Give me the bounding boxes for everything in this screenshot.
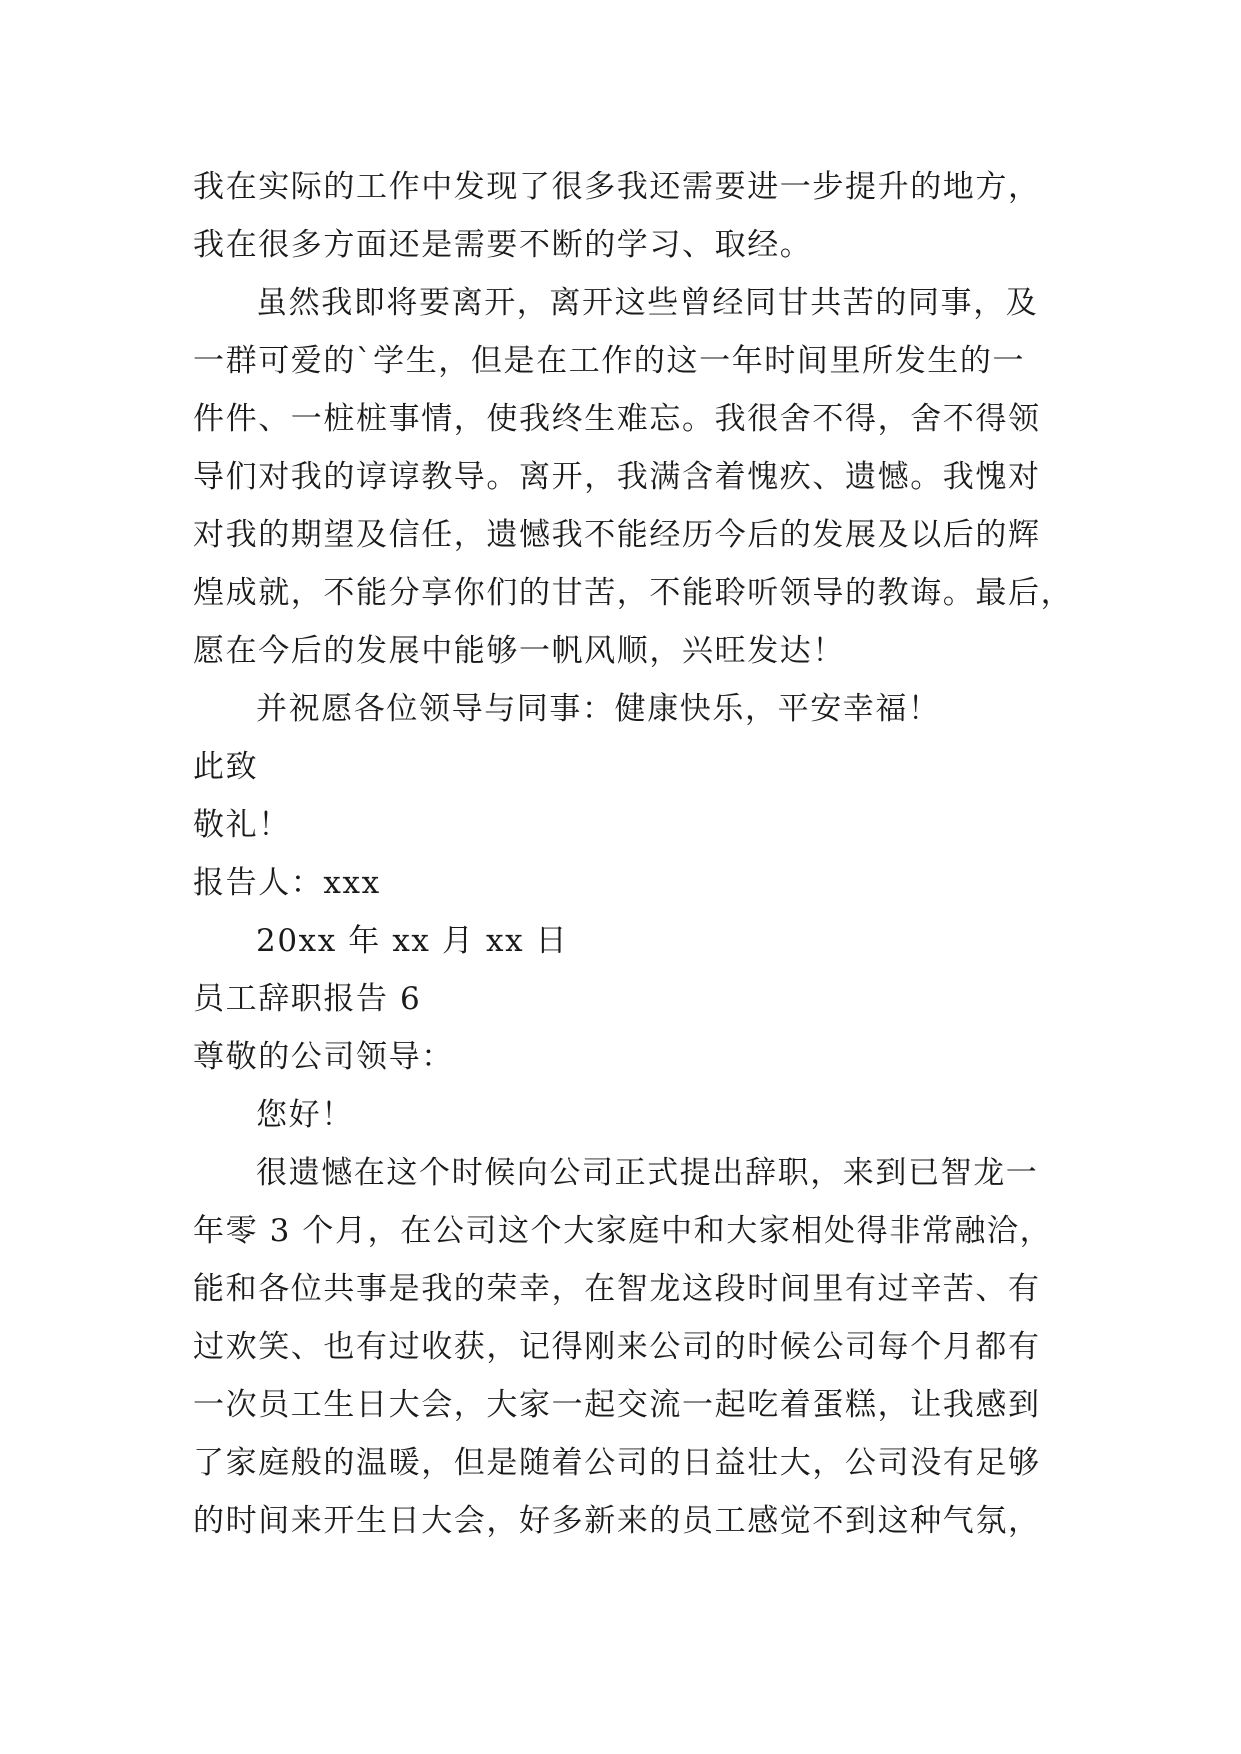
text-line: 我在实际的工作中发现了很多我还需要进一步提升的地方， <box>193 169 1041 205</box>
document-body <box>193 158 1073 1550</box>
salutation-line: 此致 <box>193 749 259 785</box>
text-line: 能和各位共事是我的荣幸，在智龙这段时间里有过辛苦、有 <box>193 1271 1041 1307</box>
paragraph-start-line: 很遗憾在这个时候向公司正式提出辞职，来到已智龙一 <box>256 1155 1039 1191</box>
text-line: 年零 3 个月，在公司这个大家庭中和大家相处得非常融洽， <box>193 1213 1053 1249</box>
greeting-line: 您好！ <box>256 1097 354 1133</box>
text-line: 煌成就，不能分享你们的甘苦，不能聆听领导的教诲。最后， <box>193 575 1074 611</box>
text-line: 了家庭般的温暖，但是随着公司的日益壮大，公司没有足够 <box>193 1445 1041 1481</box>
text-line: 对我的期望及信任，遗憾我不能经历今后的发展及以后的辉 <box>193 517 1041 553</box>
paragraph-start-line: 虽然我即将要离开，离开这些曾经同甘共苦的同事，及 <box>256 285 1039 321</box>
text-line: 一次员工生日大会，大家一起交流一起吃着蛋糕，让我感到 <box>193 1387 1041 1423</box>
text-line: 导们对我的谆谆教导。离开，我满含着愧疚、遗憾。我愧对 <box>193 459 1041 495</box>
date-line: 20xx 年 xx 月 xx 日 <box>256 923 569 959</box>
closing-wishes-line: 并祝愿各位领导与同事：健康快乐，平安幸福！ <box>256 691 941 727</box>
salutation-line: 敬礼！ <box>193 807 291 843</box>
text-line: 一群可爱的`学生，但是在工作的这一年时间里所发生的一 <box>193 343 1026 379</box>
text-line: 过欢笑、也有过收获，记得刚来公司的时候公司每个月都有 <box>193 1329 1041 1365</box>
text-line: 件件、一桩桩事情，使我终生难忘。我很舍不得，舍不得领 <box>193 401 1041 437</box>
reporter-line: 报告人：xxx <box>193 865 381 901</box>
text-line: 愿在今后的发展中能够一帆风顺，兴旺发达！ <box>193 633 845 669</box>
greeting-line: 尊敬的公司领导： <box>193 1039 454 1075</box>
text-line: 我在很多方面还是需要不断的学习、取经。 <box>193 227 813 263</box>
text-line: 的时间来开生日大会，好多新来的员工感觉不到这种气氛， <box>193 1503 1041 1539</box>
section-heading: 员工辞职报告 6 <box>193 981 422 1017</box>
